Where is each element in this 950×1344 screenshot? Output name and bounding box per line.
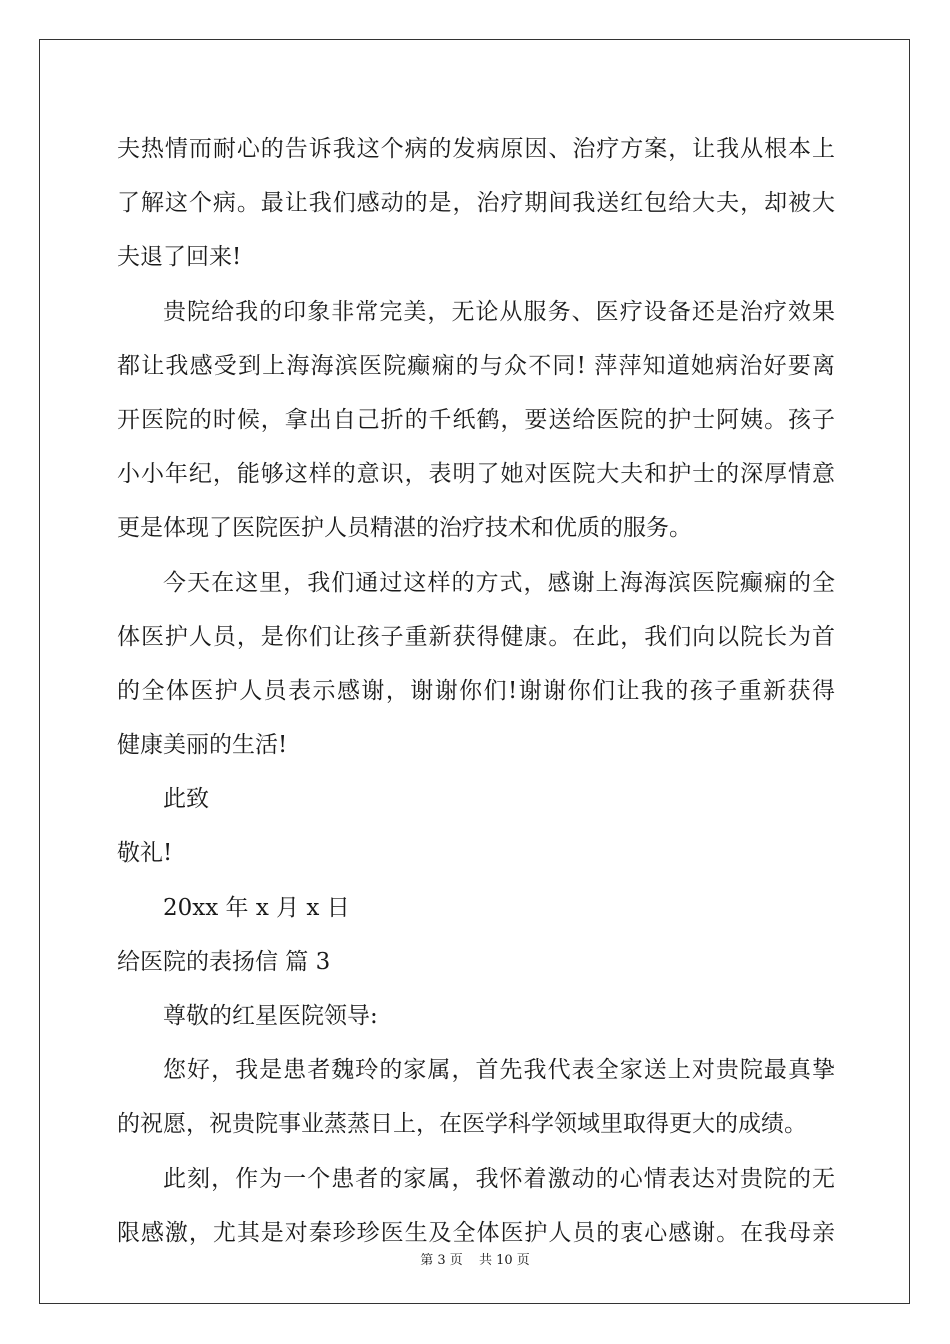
text-line: 的全体医护人员表示感谢，谢谢你们!谢谢你们让我的孩子重新获得 (117, 677, 835, 704)
text-line: 夫退了回来! (117, 244, 242, 271)
text-line: 体医护人员，是你们让孩子重新获得健康。在此，我们向以院长为首 (117, 623, 835, 650)
page-footer (0, 1249, 950, 1268)
text-line: 此刻，作为一个患者的家属，我怀着激动的心情表达对贵院的无 (163, 1165, 835, 1192)
page-number: 第 3 页 (420, 1253, 463, 1268)
text-line: 尊敬的红星医院领导: (163, 1003, 378, 1029)
text-line: 的祝愿，祝贵院事业蒸蒸日上，在医学科学领域里取得更大的成绩。 (117, 1111, 807, 1138)
document-body (117, 126, 835, 1264)
text-line: 健康美丽的生活! (117, 732, 288, 759)
text-line: 您好，我是患者魏玲的家属，首先我代表全家送上对贵院最真挚 (163, 1057, 835, 1084)
text-line: 都让我感受到上海海滨医院癫痫的与众不同! 萍萍知道她病治好要离 (117, 352, 835, 379)
page-total: 共 10 页 (478, 1253, 530, 1268)
text-line: 贵院给我的印象非常完美，无论从服务、医疗设备还是治疗效果 (163, 298, 835, 325)
text-line: 20xx 年 x 月 x 日 (163, 894, 350, 921)
text-line: 敬礼! (117, 840, 173, 867)
text-line: 小小年纪，能够这样的意识，表明了她对医院大夫和护士的深厚情意 (117, 461, 835, 488)
text-line: 了解这个病。最让我们感动的是，治疗期间我送红包给大夫，却被大 (117, 190, 835, 217)
text-line: 给医院的表扬信 篇 3 (117, 948, 331, 975)
text-line: 夫热情而耐心的告诉我这个病的发病原因、治疗方案，让我从根本上 (117, 136, 835, 162)
text-line: 此致 (163, 786, 209, 813)
text-line: 开医院的时候，拿出自己折的千纸鹤，要送给医院的护士阿姨。孩子 (117, 406, 835, 433)
text-line: 限感激，尤其是对秦珍珍医生及全体医护人员的衷心感谢。在我母亲 (117, 1219, 835, 1246)
text-line: 今天在这里，我们通过这样的方式，感谢上海海滨医院癫痫的全 (163, 569, 835, 596)
text-line: 更是体现了医院医护人员精湛的治疗技术和优质的服务。 (117, 515, 692, 542)
